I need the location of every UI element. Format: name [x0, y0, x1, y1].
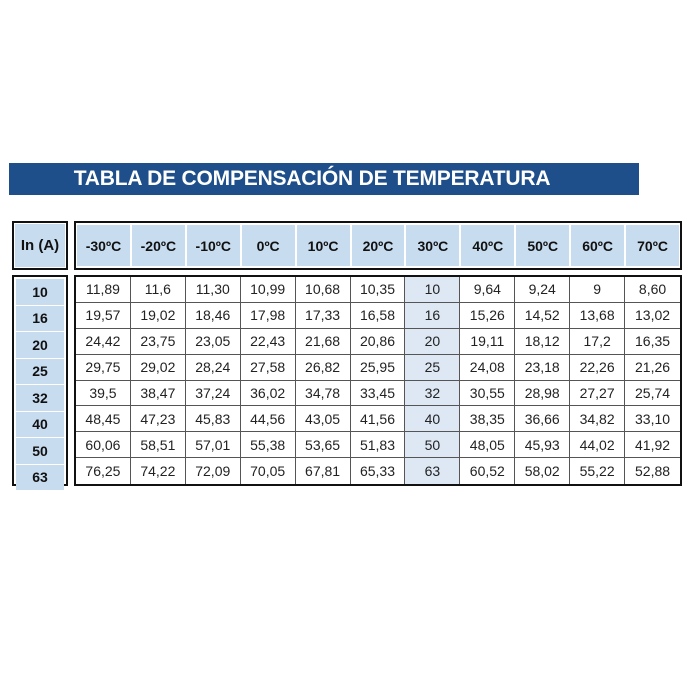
- table-cell: 16: [405, 303, 460, 329]
- table-cell: 8,60: [625, 277, 680, 303]
- table-cell: 70,05: [241, 458, 296, 484]
- column-header: 70ºC: [626, 225, 679, 266]
- row-header: 10: [16, 279, 64, 305]
- current-column: [12, 275, 68, 486]
- table-cell: 20: [405, 329, 460, 355]
- table-cell: 14,52: [515, 303, 570, 329]
- table-cell: 11,6: [131, 277, 186, 303]
- table-cell: 17,33: [296, 303, 351, 329]
- table-cell: 65,33: [351, 458, 406, 484]
- table-cell: 76,25: [76, 458, 131, 484]
- table-cell: 45,83: [186, 406, 241, 432]
- column-header: 0ºC: [242, 225, 295, 266]
- table-cell: 24,42: [76, 329, 131, 355]
- table-cell: 55,38: [241, 432, 296, 458]
- table-cell: 23,18: [515, 355, 570, 381]
- table-cell: 72,09: [186, 458, 241, 484]
- table-cell: 22,26: [570, 355, 625, 381]
- table-cell: 19,11: [460, 329, 515, 355]
- table-cell: 34,82: [570, 406, 625, 432]
- table-cell: 44,56: [241, 406, 296, 432]
- table-cell: 34,78: [296, 381, 351, 407]
- table-cell: 18,12: [515, 329, 570, 355]
- table-cell: 25: [405, 355, 460, 381]
- table-cell: 17,2: [570, 329, 625, 355]
- table-cell: 10: [405, 277, 460, 303]
- table-cell: 30,55: [460, 381, 515, 407]
- table-cell: 38,35: [460, 406, 515, 432]
- table-cell: 58,02: [515, 458, 570, 484]
- table-cell: 47,23: [131, 406, 186, 432]
- row-header: 40: [16, 412, 64, 438]
- table-cell: 51,83: [351, 432, 406, 458]
- table-cell: 18,46: [186, 303, 241, 329]
- row-header-label: In (A): [15, 224, 65, 267]
- table-cell: 33,10: [625, 406, 680, 432]
- table-cell: 9,24: [515, 277, 570, 303]
- table-cell: 37,24: [186, 381, 241, 407]
- table-cell: 32: [405, 381, 460, 407]
- table-cell: 9,64: [460, 277, 515, 303]
- table-cell: 48,05: [460, 432, 515, 458]
- table-cell: 25,95: [351, 355, 406, 381]
- table-title: TABLA DE COMPENSACIÓN DE TEMPERATURA: [9, 163, 639, 195]
- table-cell: 16,58: [351, 303, 406, 329]
- table-cell: 9: [570, 277, 625, 303]
- table-cell: 10,35: [351, 277, 406, 303]
- table-cell: 39,5: [76, 381, 131, 407]
- table-cell: 44,02: [570, 432, 625, 458]
- table-cell: 58,51: [131, 432, 186, 458]
- column-header: 50ºC: [516, 225, 569, 266]
- table-cell: 11,89: [76, 277, 131, 303]
- table-cell: 10,68: [296, 277, 351, 303]
- table-cell: 29,75: [76, 355, 131, 381]
- table-cell: 28,98: [515, 381, 570, 407]
- table-cell: 36,66: [515, 406, 570, 432]
- column-header: -20ºC: [132, 225, 185, 266]
- column-header: -30ºC: [77, 225, 130, 266]
- table-cell: 13,02: [625, 303, 680, 329]
- table-cell: 23,05: [186, 329, 241, 355]
- row-header-cell: [12, 221, 68, 270]
- table-cell: 45,93: [515, 432, 570, 458]
- table-cell: 19,57: [76, 303, 131, 329]
- table-cell: 11,30: [186, 277, 241, 303]
- table-cell: 26,82: [296, 355, 351, 381]
- row-header: 25: [16, 359, 64, 385]
- table-cell: 55,22: [570, 458, 625, 484]
- values-grid: [74, 275, 682, 486]
- table-cell: 16,35: [625, 329, 680, 355]
- table-cell: 28,24: [186, 355, 241, 381]
- table-cell: 15,26: [460, 303, 515, 329]
- table-cell: 25,74: [625, 381, 680, 407]
- column-header: 10ºC: [297, 225, 350, 266]
- table-cell: 63: [405, 458, 460, 484]
- column-header: -10ºC: [187, 225, 240, 266]
- row-header: 50: [16, 438, 64, 464]
- table-cell: 36,02: [241, 381, 296, 407]
- table-cell: 57,01: [186, 432, 241, 458]
- table-cell: 27,58: [241, 355, 296, 381]
- table-cell: 29,02: [131, 355, 186, 381]
- table-cell: 23,75: [131, 329, 186, 355]
- table-cell: 10,99: [241, 277, 296, 303]
- row-header: 63: [16, 465, 64, 491]
- table-cell: 21,26: [625, 355, 680, 381]
- row-header: 32: [16, 385, 64, 411]
- table-cell: 17,98: [241, 303, 296, 329]
- table-cell: 53,65: [296, 432, 351, 458]
- table-cell: 48,45: [76, 406, 131, 432]
- table-cell: 74,22: [131, 458, 186, 484]
- column-header: 30ºC: [406, 225, 459, 266]
- table-cell: 19,02: [131, 303, 186, 329]
- table-cell: 38,47: [131, 381, 186, 407]
- table-cell: 67,81: [296, 458, 351, 484]
- row-header: 16: [16, 306, 64, 332]
- table-cell: 52,88: [635, 463, 671, 480]
- table-cell: 50: [405, 432, 460, 458]
- table-cell: 22,43: [241, 329, 296, 355]
- column-header: 20ºC: [352, 225, 405, 266]
- table-cell: 21,68: [296, 329, 351, 355]
- table-cell: 60,06: [76, 432, 131, 458]
- table-cell: 60,52: [460, 458, 515, 484]
- table-cell: 13,68: [570, 303, 625, 329]
- column-header: 60ºC: [571, 225, 624, 266]
- table-cell: 24,08: [460, 355, 515, 381]
- table-cell: 43,05: [296, 406, 351, 432]
- table-cell: 33,45: [351, 381, 406, 407]
- table-cell: 40: [405, 406, 460, 432]
- column-header: 40ºC: [461, 225, 514, 266]
- table-cell: 20,86: [351, 329, 406, 355]
- table-cell: 41,56: [351, 406, 406, 432]
- column-header-row: [74, 221, 682, 270]
- table-cell: 27,27: [570, 381, 625, 407]
- row-header: 20: [16, 332, 64, 358]
- table-cell: 41,92: [625, 432, 680, 458]
